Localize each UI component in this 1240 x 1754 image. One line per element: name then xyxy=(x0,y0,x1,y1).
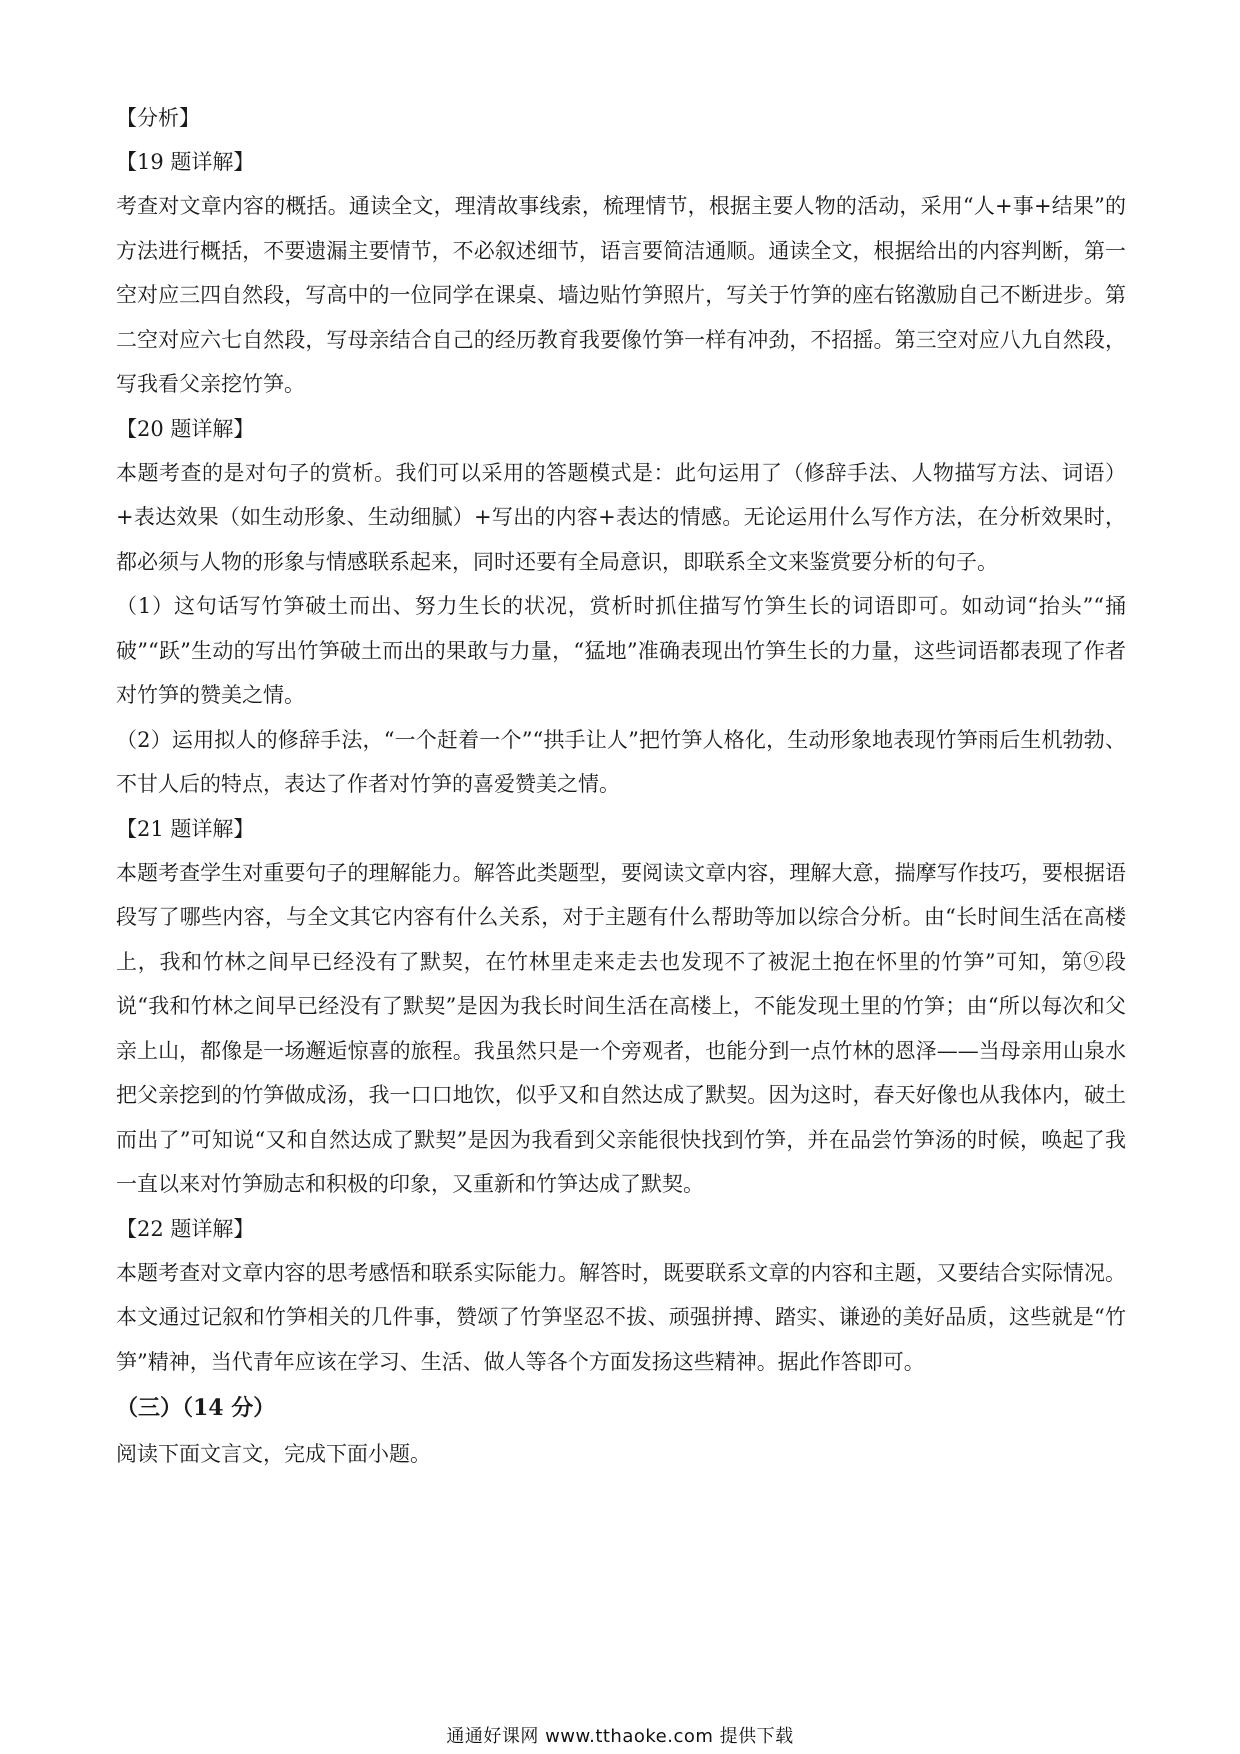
q20-item-2: （2）运用拟人的修辞手法，“一个赶着一个”“拱手让人”把竹笋人格化，生动形象地表现竹笋雨后生机勃勃、不甘人后的特点，表达了作者对竹笋的喜爱赞美之情。 xyxy=(116,727,1126,796)
document-body xyxy=(116,96,1126,1476)
q19-heading: 【19 题详解】 xyxy=(116,150,255,174)
q20-item-1: （1）这句话写竹笋破土而出、努力生长的状况，赏析时抓住描写竹笋生长的词语即可。如动词“抬头”“捅破”“跃”生动的写出竹笋破土而出的果敢与力量，“猛地”准确表现出竹笋生长的力量，这些词语都表现了作者对竹笋的赞美之情。 xyxy=(116,594,1126,707)
q20-heading: 【20 题详解】 xyxy=(116,416,255,441)
analysis-heading: 【分析】 xyxy=(116,106,200,130)
section-3-instruction: 阅读下面文言文，完成下面小题。 xyxy=(116,1442,431,1466)
section-3-title: （三）（14 分） xyxy=(116,1395,276,1421)
footer-source-line: 通通好课网 www.tthaoke.com 提供下载 xyxy=(446,1726,794,1747)
q21-heading: 【21 题详解】 xyxy=(116,816,255,841)
q22-text: 本题考查对文章内容的思考感悟和联系实际能力。解答时，既要联系文章的内容和主题，又要结合实际情况。本文通过记叙和竹笋相关的几件事，赞颂了竹笋坚忍不拔、顽强拼搏、踏实、谦逊的美好品质，这些就是“竹笋”精神，当代青年应该在学习、生活、做人等各个方面发扬这些精神。据此作答即可。 xyxy=(116,1260,1126,1374)
q21-text: 本题考查学生对重要句子的理解能力。解答此类题型，要阅读文章内容，理解大意，揣摩写作技巧，要根据语段写了哪些内容，与全文其它内容有什么关系，对于主题有什么帮助等加以综合分析。由“长时间生活在高楼上，我和竹林之间早已经没有了默契，在竹林里走来走去也发现不了被泥土抱在怀里的竹笋”可知，第⑨段说“我和竹林之间早已经没有了默契”是因为我长时间生活在高楼上，不能发现土里的竹笋；由“所以每次和父亲上山，都像是一场邂逅惊喜的旅程。我虽然只是一个旁观者，也能分到一点竹林的恩泽——当母亲用山泉水把父亲挖到的竹笋做成汤，我一口口地饮，似乎又和自然达成了默契。因为这时，春天好像也从我体内，破土而出了”可知说“又和自然达成了默契”是因为我看到父亲能很快找到竹笋，并在品尝竹笋汤的时候，唤起了我一直以来对竹笋励志和积极的印象，又重新和竹笋达成了默契。 xyxy=(116,860,1126,1196)
q22-heading: 【22 题详解】 xyxy=(116,1216,255,1241)
q20-text: 本题考查的是对句子的赏析。我们可以采用的答题模式是：此句运用了（修辞手法、人物描写方法、词语）+表达效果（如生动形象、生动细腻）+写出的内容+表达的情感。无论运用什么写作方法，在分析效果时，都必须与人物的形象与情感联系起来，同时还要有全局意识，即联系全文来鉴赏要分析的句子。 xyxy=(116,460,1126,574)
q19-text: 考查对文章内容的概括。通读全文，理清故事线索，梳理情节，根据主要人物的活动，采用“人+事+结果”的方法进行概括，不要遗漏主要情节，不必叙述细节，语言要简洁通顺。通读全文，根据给出的内容判断，第一空对应三四自然段，写高中的一位同学在课桌、墙边贴竹笋照片，写关于竹笋的座右铭激励自己不断进步。第二空对应六七自然段，写母亲结合自己的经历教育我要像竹笋一样有冲劲，不招摇。第三空对应八九自然段，写我看父亲挖竹笋。 xyxy=(116,194,1126,396)
